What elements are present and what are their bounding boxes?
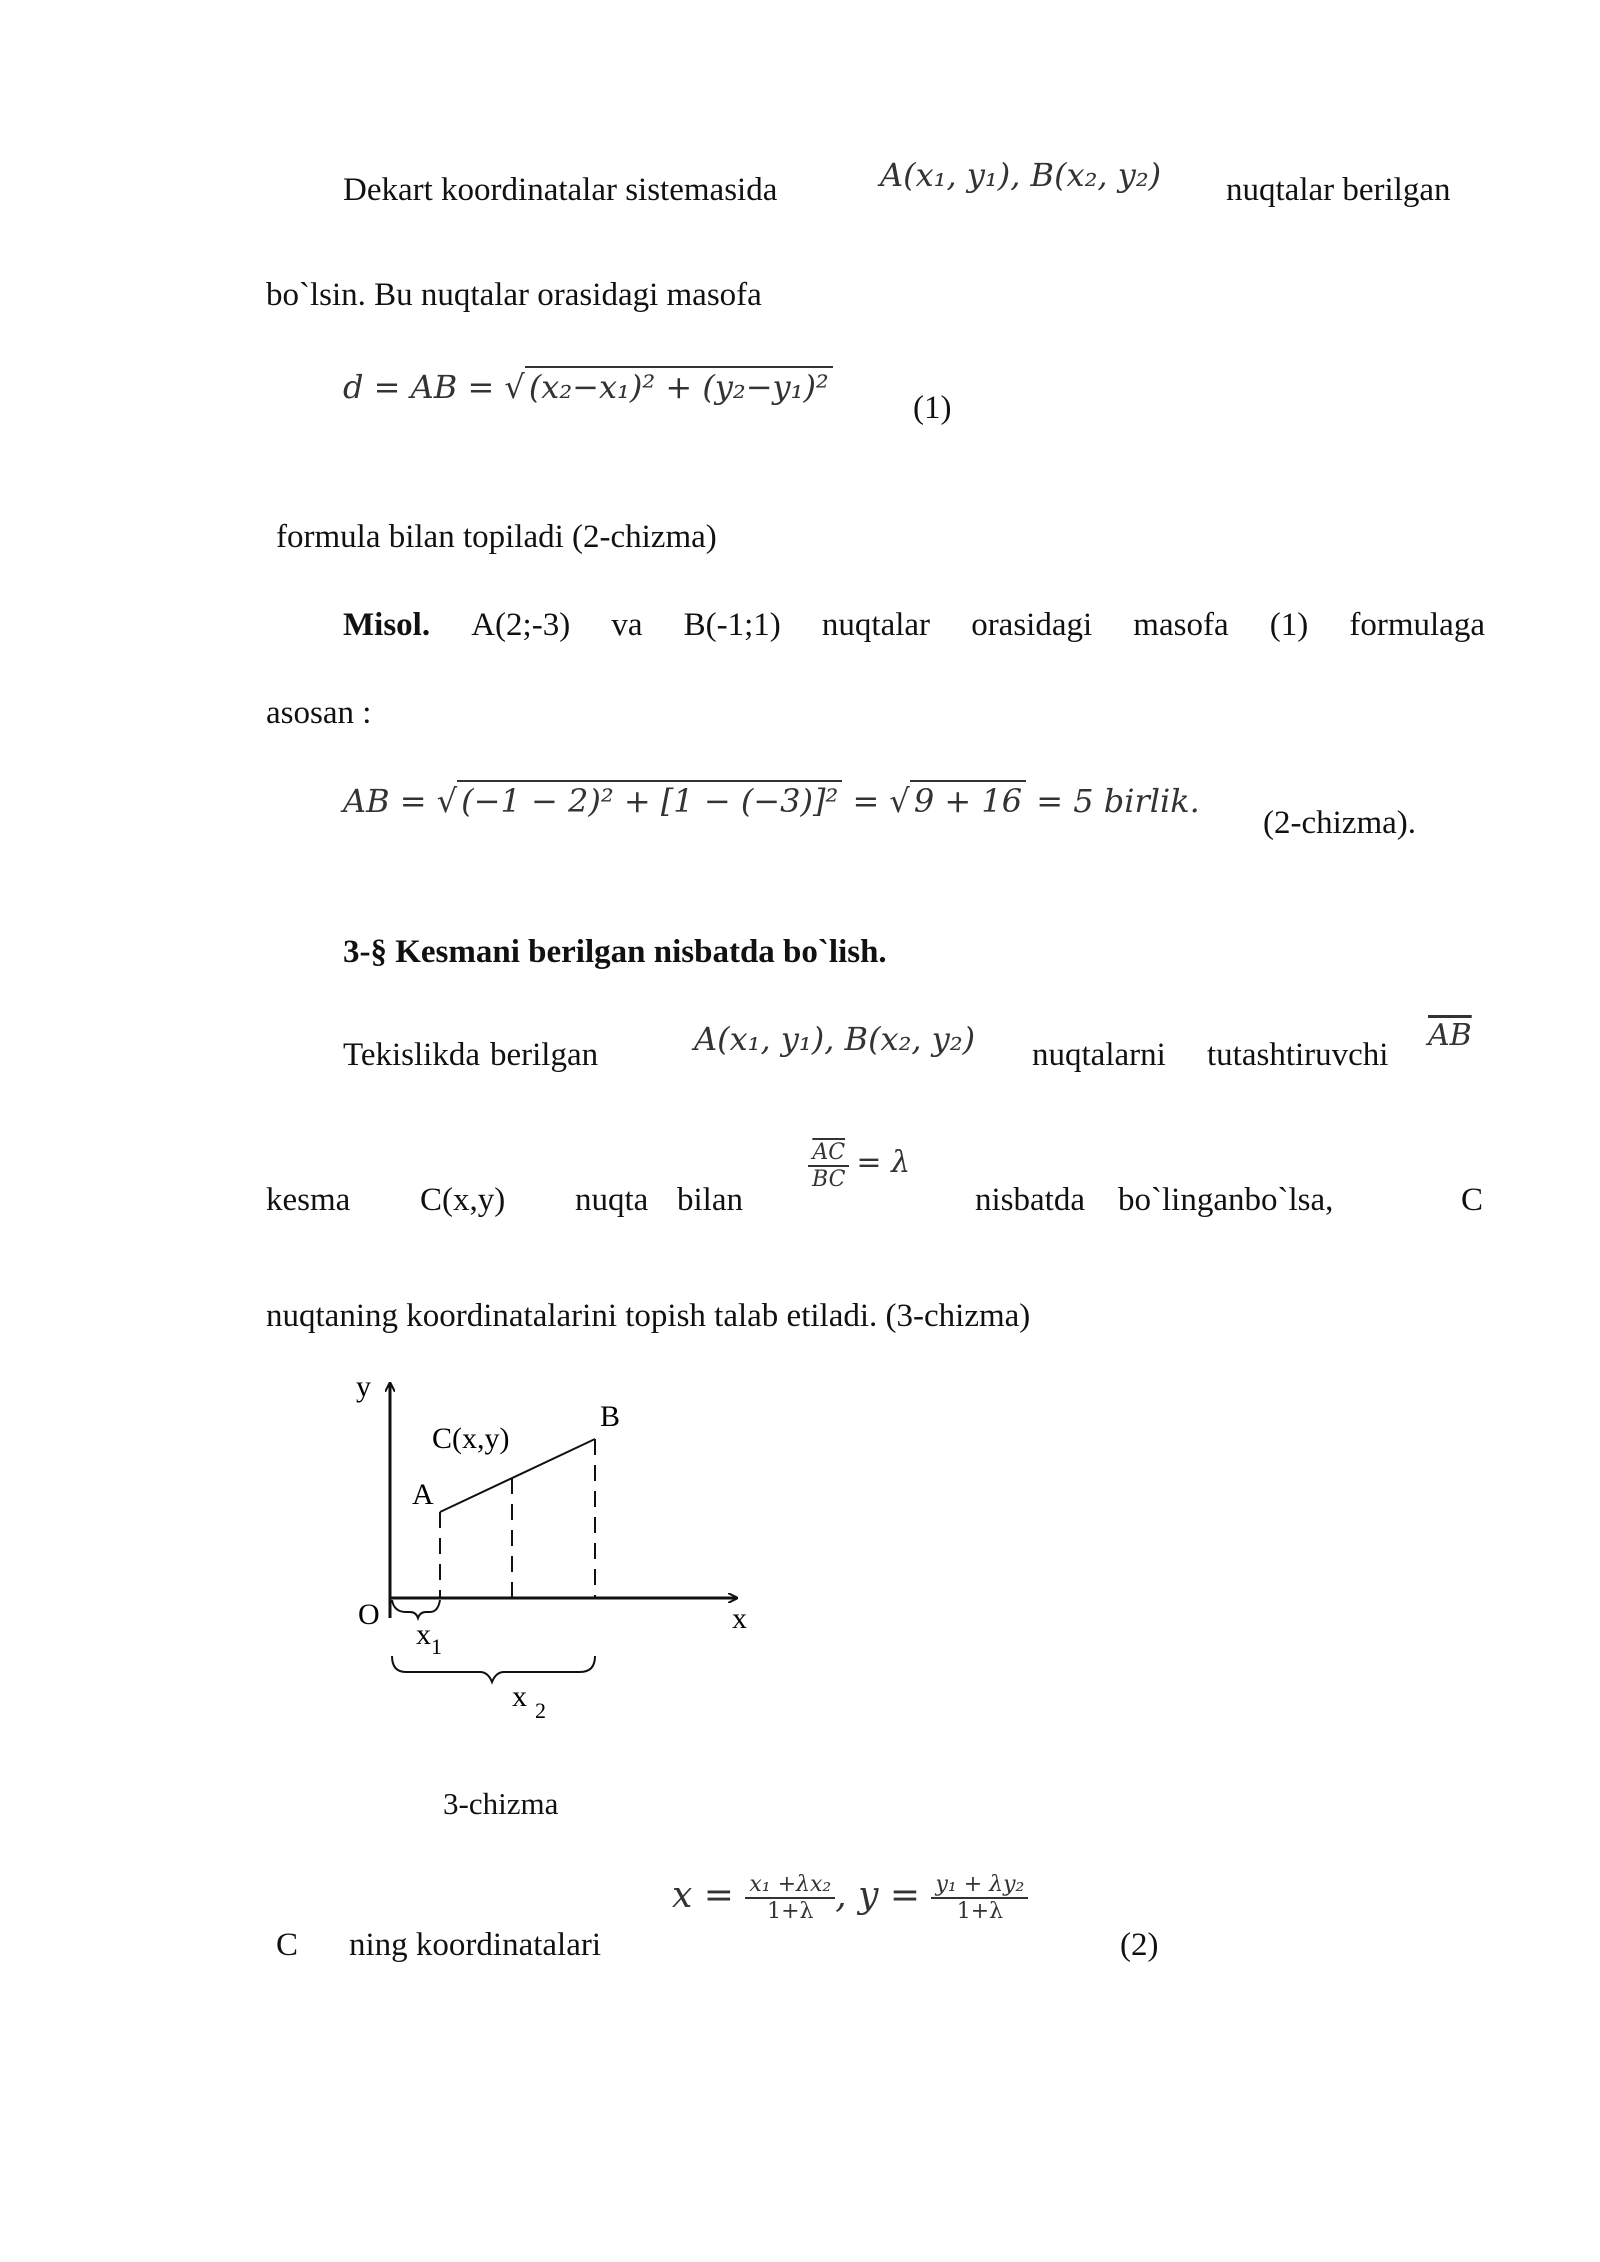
y-denominator: 1+λ (956, 1899, 1004, 1924)
distance-formula-radical: (x₂−x₁)² + (y₂−y₁)² (525, 366, 833, 406)
example-label: Misol. (343, 607, 431, 643)
example-computation-radical: (−1 − 2)² + [1 − (−3)]² (457, 780, 842, 820)
paragraph-1-start: Dekart koordinatalar sistemasida (343, 172, 778, 208)
example-word: orasidagi (971, 607, 1093, 643)
paragraph-1-end: nuqtalar berilgan (1226, 172, 1451, 208)
point-c-label: C(x,y) (420, 1182, 506, 1218)
paragraph-4-word: bo`linganbo`lsa, (1118, 1182, 1334, 1218)
segment-ab: $\overline{AB}$ (1428, 1018, 1472, 1053)
example-word: formulaga (1349, 607, 1485, 643)
example-computation-mid: = √ (842, 782, 910, 820)
formula-number-2: (2) (1120, 1927, 1159, 1963)
point-b-label: B (600, 1400, 621, 1433)
point-c-label: C(x,y) (432, 1422, 510, 1455)
example-word: nuqtalar (821, 607, 931, 643)
example-line-1 (343, 605, 1485, 645)
distance-formula-lhs: d = AB = (343, 368, 505, 406)
points-ab-math-2: A(x₁, y₁), B(x₂, y₂) (694, 1020, 976, 1058)
section-title: 3-§ Kesmani berilgan nisbatda bo`lish. (343, 934, 887, 970)
paragraph-4-word: nuqta (575, 1182, 649, 1218)
x2-base: x (512, 1680, 527, 1713)
example-va: va (611, 607, 643, 643)
sqrt-icon: √ (504, 368, 525, 406)
x-lhs: x = (672, 1875, 746, 1916)
distance-formula (343, 368, 833, 406)
paragraph-3-word: nuqtalarni (1032, 1037, 1166, 1073)
paragraph-5-text: ning koordinatalari (349, 1927, 602, 1963)
paragraph-3-word: berilgan (490, 1037, 599, 1073)
section-formula (672, 1872, 1028, 1924)
y-numerator: y₁ + λy₂ (931, 1872, 1028, 1899)
x-axis-label: x (732, 1602, 747, 1635)
formula-number-1: (1) (913, 390, 952, 426)
x2-label (512, 1680, 546, 1723)
ratio-denominator: BC (812, 1167, 846, 1192)
paragraph-1-line2: bo`lsin. Bu nuqtalar orasidagi masofa (266, 277, 762, 313)
ratio-numerator: $\overline{AC}$ (808, 1140, 849, 1167)
x-denominator: 1+λ (767, 1899, 814, 1924)
example-computation-result: = 5 birlik. (1026, 782, 1200, 820)
segment-division-figure (340, 1370, 780, 1740)
paragraph-4-word: bilan (677, 1182, 743, 1218)
paragraph-3-word: tutashtiruvchi (1207, 1037, 1389, 1073)
points-ab-math: A(x₁, y₁), B(x₂, y₂) (880, 156, 1162, 194)
point-a-label: A (412, 1478, 434, 1511)
x1-base: x (416, 1618, 431, 1651)
ratio-fraction (808, 1140, 849, 1192)
example-line-2: asosan : (266, 695, 372, 731)
x-fraction (745, 1872, 835, 1924)
figure-caption: 3-chizma (443, 1786, 559, 1821)
x1-subscript: 1 (431, 1634, 442, 1659)
example-point-b: B(-1;1) (683, 607, 781, 643)
brace-x2 (392, 1656, 595, 1682)
example-point-a: A(2;-3) (471, 607, 571, 643)
paragraph-4-word: C (1461, 1182, 1484, 1218)
example-computation-radical-2: 9 + 16 (910, 780, 1026, 820)
ratio-formula (808, 1140, 910, 1192)
x2-subscript: 2 (535, 1698, 546, 1723)
y-lhs: , y = (835, 1875, 932, 1916)
example-word: masofa (1133, 607, 1229, 643)
paragraph-2: formula bilan topiladi (2-chizma) (276, 519, 717, 555)
paragraph-4-word: kesma (266, 1182, 351, 1218)
example-reference: (2-chizma). (1263, 805, 1416, 841)
example-computation-lhs: AB = √ (343, 782, 458, 820)
y-axis-label: y (356, 1370, 371, 1403)
origin-label: O (358, 1598, 380, 1631)
x1-label (416, 1618, 442, 1659)
paragraph-4-line2: nuqtaning koordinatalarini topish talab etiladi. (3-chizma) (266, 1298, 1031, 1334)
brace-x1 (392, 1600, 440, 1618)
ratio-lambda: = λ (856, 1145, 911, 1180)
paragraph-4-word: nisbatda (975, 1182, 1085, 1218)
paragraph-3-word: Tekislikda (343, 1037, 480, 1073)
paragraph-5-c: C (276, 1927, 299, 1963)
example-computation (343, 782, 1200, 820)
x-numerator: x₁ +λx₂ (745, 1872, 835, 1899)
y-fraction (931, 1872, 1028, 1924)
example-word: (1) (1269, 607, 1309, 643)
